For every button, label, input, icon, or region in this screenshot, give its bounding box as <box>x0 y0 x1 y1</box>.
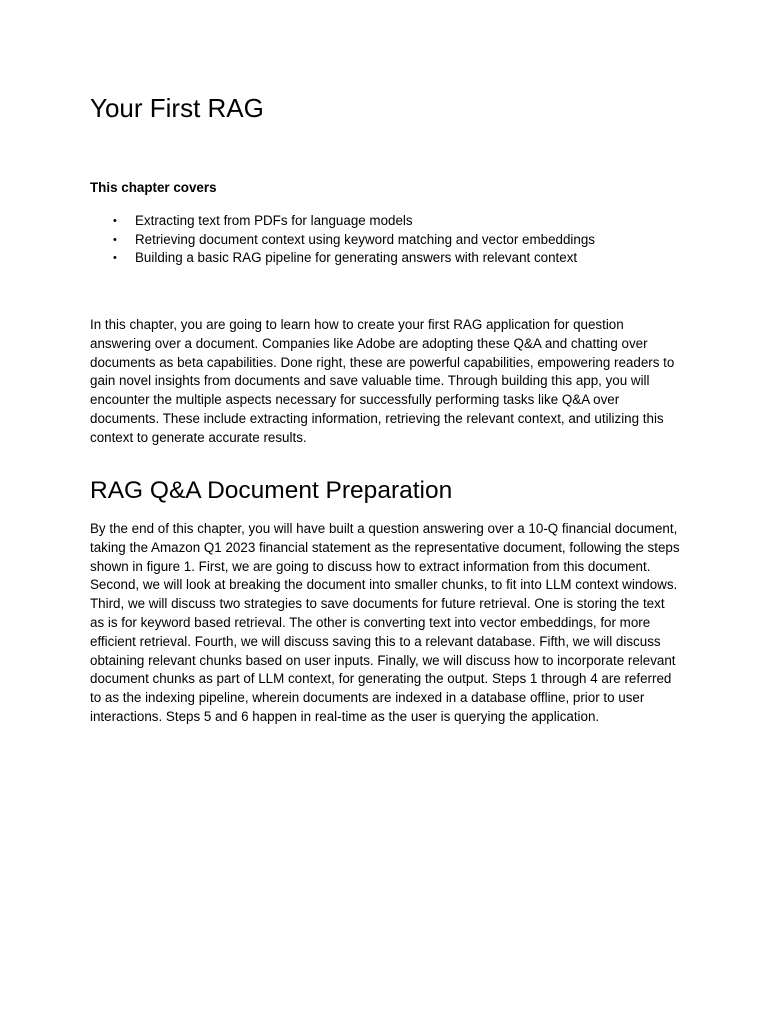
list-item-text: Extracting text from PDFs for language models <box>135 213 413 228</box>
chapter-title: Your First RAG <box>90 93 264 123</box>
list-item <box>90 231 595 250</box>
list-item-text: Building a basic RAG pipeline for generating answers with relevant context <box>135 250 578 266</box>
intro-paragraph: In this chapter, you are going to learn how to create your first RAG application for question answering over a document. Companies like Adobe are adopting these Q&A and chatting over documents as beta capabilities. Done right, these are powerful capabilities, empowering readers to gain novel insights from documents and save valuable time. Through building this app, you will encounter the multiple aspects necessary for successfully performing tasks like Q&A over documents. These include extracting information, retrieving the relevant context, and utilizing this context to generate accurate results. <box>90 317 675 445</box>
list-item-text: Retrieving document context using keyword matching and vector embeddings <box>135 231 595 247</box>
section-title: RAG Q&A Document Preparation <box>90 477 453 504</box>
list-item <box>90 249 595 268</box>
bullet-icon: • <box>113 215 117 227</box>
section-paragraph: By the end of this chapter, you will have built a question answering over a 10-Q financial document, taking the Amazon Q1 2023 financial statement as the representative document, following the steps shown in figure 1. First, we are going to discuss how to extract information from this document. Second, we will look at breaking the document into smaller chunks, to fit into LLM context windows. Third, we will discuss two strategies to save documents for future retrieval. One is storing the text as is for keyword based retrieval. The other is converting text into vector embeddings, for more efficient retrieval. Fourth, we will discuss saving this to a relevant database. Fifth, we will discuss obtaining relevant chunks based on user inputs. Finally, we will discuss how to incorporate relevant document chunks as part of LLM context, for generating the output. Steps 1 through 4 are referred to as the indexing pipeline, wherein documents are indexed in a database offline, prior to user interactions. Steps 5 and 6 happen in real-time as the user is querying the application. <box>90 521 680 724</box>
list-item <box>90 212 595 231</box>
bullet-icon: • <box>113 233 117 246</box>
chapter-covers-label: This chapter covers <box>90 180 217 195</box>
chapter-covers-list <box>90 212 595 268</box>
bullet-icon: • <box>113 252 117 265</box>
